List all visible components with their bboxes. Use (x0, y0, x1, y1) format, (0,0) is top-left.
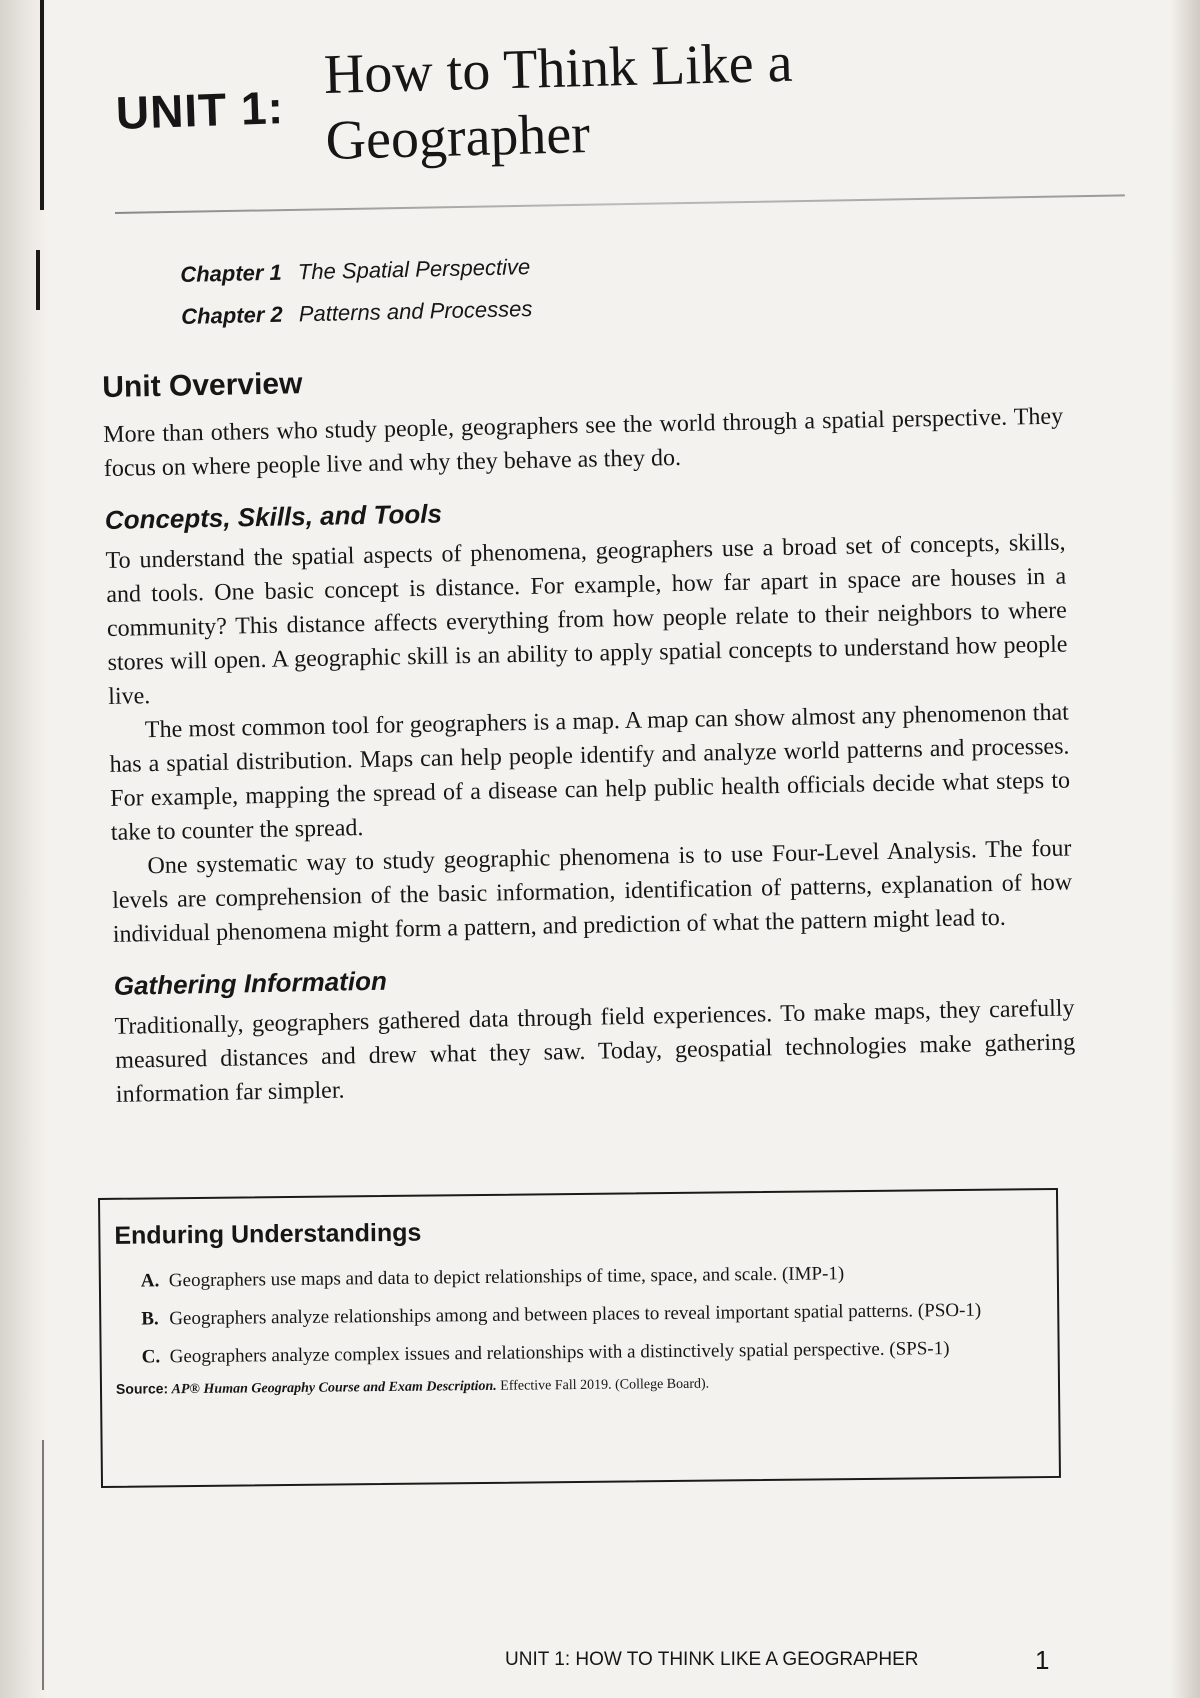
item-letter: C. (141, 1346, 161, 1368)
main-content (102, 352, 1076, 1112)
enduring-understandings-list (115, 1257, 1038, 1373)
chapter-list (180, 254, 533, 346)
page-binding-shadow (0, 0, 48, 1698)
page-edge-mark (42, 1440, 44, 1690)
concepts-heading: Concepts, Skills, and Tools (104, 498, 443, 535)
chapter-number: Chapter 1 (180, 259, 283, 287)
title-divider (115, 194, 1125, 214)
page-edge-shadow (1170, 0, 1200, 1698)
chapter-title: Patterns and Processes (298, 296, 533, 327)
gathering-heading: Gathering Information (113, 965, 388, 1001)
source-citation (116, 1371, 1038, 1399)
chapter-number: Chapter 2 (180, 301, 283, 329)
enduring-understanding-item (115, 1295, 1037, 1335)
enduring-understandings-heading: Enduring Understandings (114, 1218, 422, 1250)
enduring-understanding-item (116, 1333, 1038, 1373)
concepts-paragraph: To understand the spatial aspects of phenomena, geographers use a broad set of concepts, skills, and tools. One basic concept is distance. For example, how far apart in space are houses in a community? This distance affects everything from how people relate to their neighbors to where stores will open. A geographic skill is an ability to apply spatial concepts to understand how people live. (105, 529, 1068, 710)
unit-heading: How to Think Like a Geographer (323, 31, 794, 172)
chapter-title: The Spatial Perspective (297, 254, 531, 285)
concepts-paragraph: The most common tool for geographers is a map. A map can show almost any phenomenon that has a spatial distribution. Maps can help people identify and analyze world patterns and processes. For example, mapping the spread of a disease can help public health officials decide what steps to take to counter the spread. (109, 699, 1071, 846)
enduring-understanding-item (115, 1257, 1037, 1297)
source-details: Effective Fall 2019. (College Board). (500, 1376, 710, 1394)
gathering-text: Traditionally, geographers gathered data through field experiences. To make maps, they carefully measured distances and drew what they saw. Today, geospatial technologies make gathering information far simpler. (114, 995, 1076, 1108)
concepts-paragraph: One systematic way to study geographic phenomena is to use Four-Level Analysis. The four levels are comprehension of the basic information, identification of patterns, explanation of how individual phenomena might form a pattern, and prediction of what the pattern might lead to. (111, 835, 1073, 948)
item-letter: B. (141, 1308, 159, 1330)
enduring-understandings-box (98, 1188, 1061, 1488)
overview-heading: Unit Overview (102, 367, 303, 404)
footer-running-title: UNIT 1: HOW TO THINK LIKE A GEOGRAPHER (505, 1649, 919, 1670)
source-title: AP® Human Geography Course and Exam Description. (171, 1378, 497, 1398)
item-text: Geographers analyze relationships among and between places to reveal important spatial patterns. (PSO-1) (169, 1299, 982, 1330)
chapter-item (181, 296, 533, 346)
item-text: Geographers use maps and data to depict relationships of time, space, and scale. (IMP-1) (168, 1263, 845, 1292)
page-edge-mark (36, 250, 40, 310)
source-label: Source: (115, 1380, 169, 1397)
item-letter: A. (140, 1270, 160, 1292)
page-edge-mark (40, 0, 44, 210)
item-text: Geographers analyze complex issues and relationships with a distinctively spatial perspective. (SPS-1) (169, 1338, 950, 1368)
page-number: 1 (1035, 1645, 1050, 1675)
unit-label: UNIT 1: (115, 81, 285, 139)
overview-text: More than others who study people, geographers see the world through a spatial perspective. They focus on where people live and why they behave as they do. (102, 403, 1064, 482)
